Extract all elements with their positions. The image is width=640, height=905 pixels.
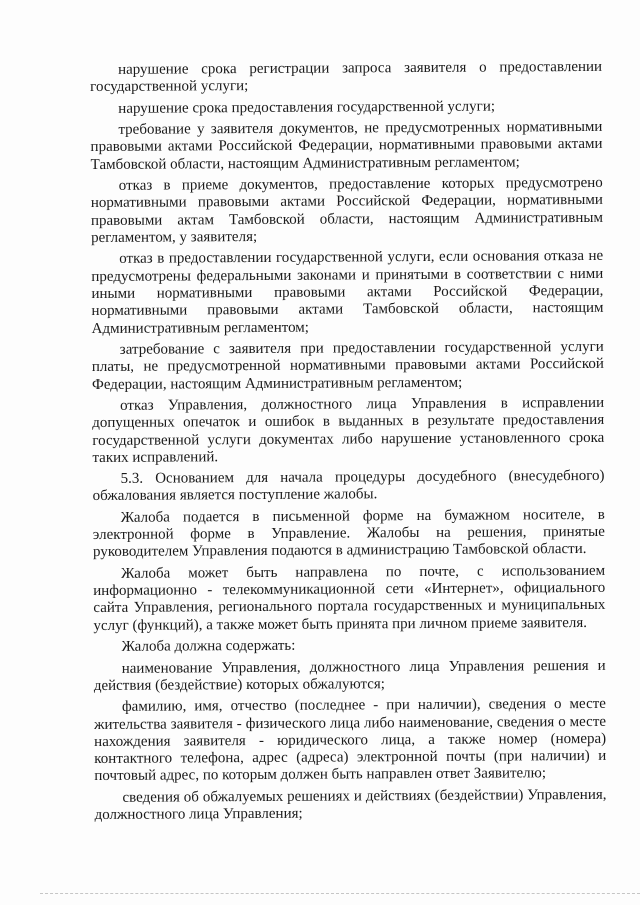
paragraph-deadline-violation: нарушение срока предоставления государственной услуги; — [118, 98, 496, 117]
paragraph-payment-demand: затребование с заявителя при предоставлении государственной услуги платы, не предусмотренной нормативными правовыми актами Российской Федерации, настоящим Административным регламентом; — [91, 338, 604, 393]
paragraph-section-5-3: 5.3. Основанием для начала процедуры досудебного (внесудебного) обжалования является поступление жалобы. — [92, 468, 605, 505]
paragraph-contents-applicant-details: фамилию, имя, отчество (последнее - при наличии), сведения о месте жительства заявителя - физического лица либо наименование, сведения о месте нахождения заявителя - юридического лица, а также номер (номера) контактного телефона, адрес (адреса) электронной почты (при наличии) и почтовый адрес, по которым должен быть направлен ответ Заявителю; — [93, 696, 607, 785]
paragraph-complaint-contents-heading: Жалоба должна содержать: — [121, 637, 296, 655]
paragraph-registration-violation: нарушение срока регистрации запроса заявителя о предоставлении государственной услуги; — [90, 58, 603, 96]
scan-edge-line — [40, 893, 640, 894]
paragraph-contents-authority-name: наименование Управления, должностного лица Управления решения и действия (бездействие) которых обжалуются; — [93, 657, 606, 694]
paragraph-complaint-form: Жалоба подается в письменной форме на бумажном носителе, в электронной форме в Управление. Жалобы на решения, принятые руководителем Управления подаются в администрацию Тамбовской области. — [92, 506, 605, 561]
paragraph-complaint-channels: Жалоба может быть направлена по почте, с использованием информационно - телекоммуникационной сети «Интернет», официального сайта Управления, регионального портала государственных и муниципальных услуг (функций), а также может быть принята при личном приеме заявителя. — [93, 562, 606, 634]
paragraph-document-demand: требование у заявителя документов, не предусмотренных нормативными правовыми актами Российской Федерации, нормативными правовыми актами Тамбовской области, настоящим Административным регламентом; — [90, 118, 603, 173]
paragraph-service-refusal: отказ в предоставлении государственной услуги, если основания отказа не предусмотрены федеральными законами и принятыми в соответствии с ними иными нормативными правовыми актами Российской Федерации, нормативными правовыми актами Тамбовской области, настоящим Административным регламентом; — [91, 248, 604, 337]
document-body — [90, 59, 607, 829]
paragraph-correction-refusal: отказ Управления, должностного лица Управления в исправлении допущенных опечаток и ошибок в выданных в результате предоставления государственной услуги документах либо нарушение установленного срока таких исправлений. — [92, 394, 605, 466]
paragraph-contents-appealed-decisions: сведения об обжалуемых решениях и действиях (бездействии) Управления, должностного лица Управления; — [94, 786, 607, 824]
paragraph-acceptance-refusal: отказ в приеме документов, предоставление которых предусмотрено нормативными правовыми актами Российской Федерации, нормативными правовыми актам Тамбовской области, настоящим Административным регламентом, у заявителя; — [90, 174, 604, 246]
